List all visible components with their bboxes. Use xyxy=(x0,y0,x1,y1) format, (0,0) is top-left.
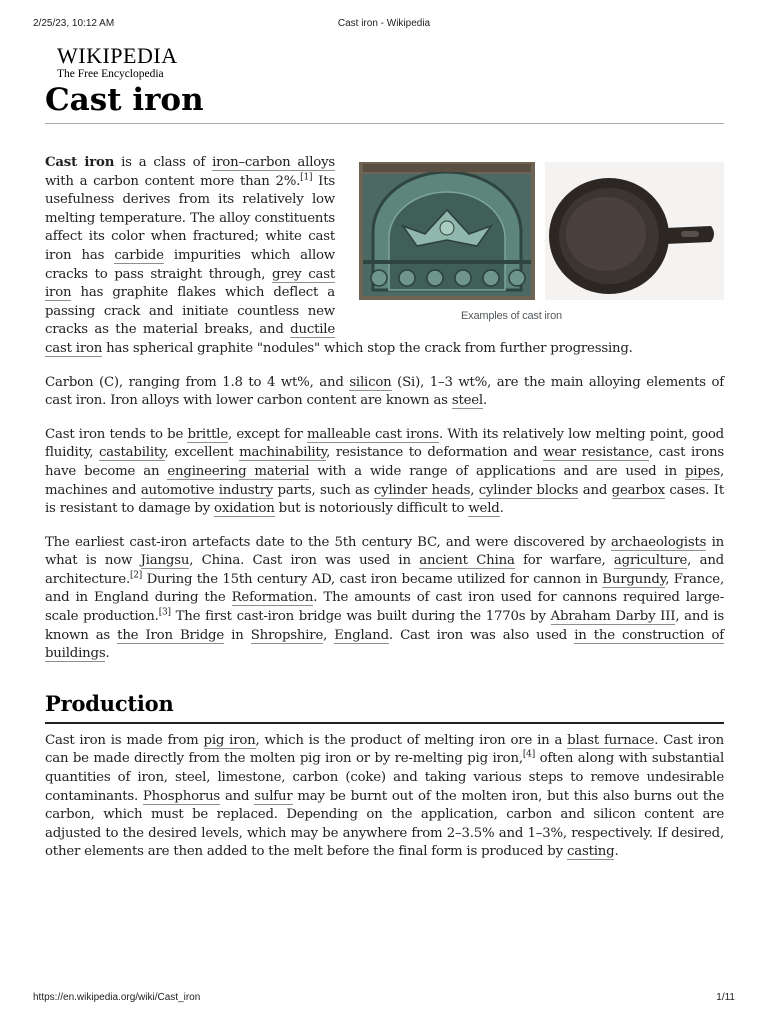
ornamental-panel-image[interactable] xyxy=(359,162,535,300)
properties-paragraph: Cast iron tends to be brittle, except for malleable cast irons. With its relatively low melting point, good fluidity, castability, excellent machinability, resistance to deformation and wear resistance, cast irons have become an engineering material with a wide range of applications and are used in pipes, machines and automotive industry parts, such as cylinder heads, cylinder blocks and gearbox cases. It is resistant to damage by oxidation but is notoriously difficult to weld. xyxy=(45,426,724,517)
skillet-image[interactable] xyxy=(545,162,724,300)
production-paragraph: Cast iron is made from pig iron, which is the product of melting iron ore in a blast furnace. Cast iron can be made directly from the molten pig iron or by re-melting pig iron,[4] often along with substantial quantities of iron, steel, limestone, carbon (coke) and taking various steps to remove undesirable contaminants. Phosphorus and sulfur may be burnt out of the molten iron, but this also burns out the carbon, which must be replaced. Depending on the application, carbon and silicon content are adjusted to the desired levels, which may be anywhere from 2–3.5% and 1–3%, respectively. If desired, other elements are then added to the melt before the final form is produced by casting. xyxy=(45,732,725,860)
link-phosphorus[interactable]: Phosphorus xyxy=(142,788,221,804)
link-carbide[interactable]: carbide xyxy=(114,247,164,263)
logo-tagline: The Free Encyclopedia xyxy=(57,68,164,80)
cast-iron-images xyxy=(359,162,724,300)
alloy-paragraph: Carbon (C), ranging from 1.8 to 4 wt%, and silicon (Si), 1–3 wt%, are the main alloying elements of cast iron. Iron alloys with lower carbon content are known as steel. xyxy=(45,374,724,409)
link-archaeologists[interactable]: archaeologists xyxy=(610,534,707,550)
print-page-number: 1/11 xyxy=(716,992,735,1003)
figure-caption: Examples of cast iron xyxy=(461,310,562,322)
section-heading-production: Production xyxy=(45,690,724,724)
link-iron-carbon-alloys[interactable]: iron–carbon alloys xyxy=(212,155,336,170)
title-divider xyxy=(45,123,724,124)
link-brittle[interactable]: brittle xyxy=(187,426,228,442)
ref-4[interactable]: [4] xyxy=(522,750,536,761)
link-pipes[interactable]: pipes xyxy=(684,463,720,479)
print-header xyxy=(0,18,768,32)
link-grey-cast-iron[interactable]: grey cast iron xyxy=(45,266,335,301)
link-malleable-cast-irons[interactable]: malleable cast irons xyxy=(306,426,440,442)
link-reformation[interactable]: Reformation xyxy=(231,590,314,606)
link-ancient-china[interactable]: ancient China xyxy=(419,553,515,569)
print-date: 2/25/23, 10:12 AM xyxy=(33,18,115,29)
link-agriculture[interactable]: agriculture xyxy=(613,553,688,569)
link-machinability[interactable]: machinability xyxy=(239,445,327,461)
link-ductile-cast-iron[interactable]: ductile cast iron xyxy=(45,322,335,356)
ref-2[interactable]: [2] xyxy=(129,570,143,581)
link-engineering-material[interactable]: engineering material xyxy=(167,463,310,479)
link-pig-iron[interactable]: pig iron xyxy=(203,732,256,748)
article-content xyxy=(45,154,724,877)
link-burgundy[interactable]: Burgundy xyxy=(602,571,666,587)
ref-1[interactable]: [1] xyxy=(300,172,313,183)
link-wear-resistance[interactable]: wear resistance xyxy=(543,445,649,461)
logo-wordmark: WIKIPEDIA xyxy=(57,43,178,68)
page-title: Cast iron xyxy=(45,82,204,118)
intro-paragraph: Cast iron is a class of iron–carbon alloys with a carbon content more than 2%.[1] Its usefulness derives from its relatively low melting temperature. The alloy constituents affect its color when fractured; white cast iron has carbide impurities which allow cracks to pass straight through, grey cast iron has graphite flakes which deflect a passing crack and initiate countless new cracks as the material breaks, and ductile cast iron has spherical graphite "nodules" which stop the crack from further progressing. xyxy=(45,155,633,356)
print-url: https://en.wikipedia.org/wiki/Cast_iron xyxy=(33,992,201,1003)
link-england[interactable]: England xyxy=(334,627,389,643)
link-abraham-darby-iii[interactable]: Abraham Darby III xyxy=(550,609,676,625)
link-oxidation[interactable]: oxidation xyxy=(214,501,275,517)
wikipedia-logo[interactable] xyxy=(57,44,178,81)
link-the-iron-bridge[interactable]: the Iron Bridge xyxy=(117,627,225,643)
link-gearbox[interactable]: gearbox xyxy=(611,482,665,498)
link-weld[interactable]: weld xyxy=(468,501,500,517)
link-construction-of-buildings[interactable]: in the construction of buildings xyxy=(45,627,725,662)
link-castability[interactable]: castability xyxy=(98,445,165,461)
link-blast-furnace[interactable]: blast furnace xyxy=(567,732,655,748)
link-steel[interactable]: steel xyxy=(451,393,483,409)
link-sulfur[interactable]: sulfur xyxy=(254,788,293,804)
link-cylinder-heads[interactable]: cylinder heads xyxy=(373,482,471,498)
link-jiangsu[interactable]: Jiangsu xyxy=(140,553,190,569)
link-shropshire[interactable]: Shropshire xyxy=(250,627,324,643)
article-figure xyxy=(359,162,724,323)
link-cylinder-blocks[interactable]: cylinder blocks xyxy=(478,482,579,498)
ref-3[interactable]: [3] xyxy=(158,607,171,618)
print-title: Cast iron - Wikipedia xyxy=(337,18,431,29)
history-paragraph: The earliest cast-iron artefacts date to the 5th century BC, and were discovered by archaeologists in what is now Jiangsu, China. Cast iron was used in ancient China for warfare, agriculture, and architecture.[2] During the 15th century AD, cast iron became utilized for cannon in Burgundy, France, and in England during the Reformation. The amounts of cast iron used for cannons required large-scale production.[3] The first cast-iron bridge was built during the 1770s by Abraham Darby III, and is known as the Iron Bridge in Shropshire, England. Cast iron was also used in the construction of buildings. xyxy=(45,534,725,662)
link-silicon[interactable]: silicon xyxy=(349,374,392,390)
link-automotive-industry[interactable]: automotive industry xyxy=(140,482,274,498)
link-casting[interactable]: casting xyxy=(566,844,615,860)
